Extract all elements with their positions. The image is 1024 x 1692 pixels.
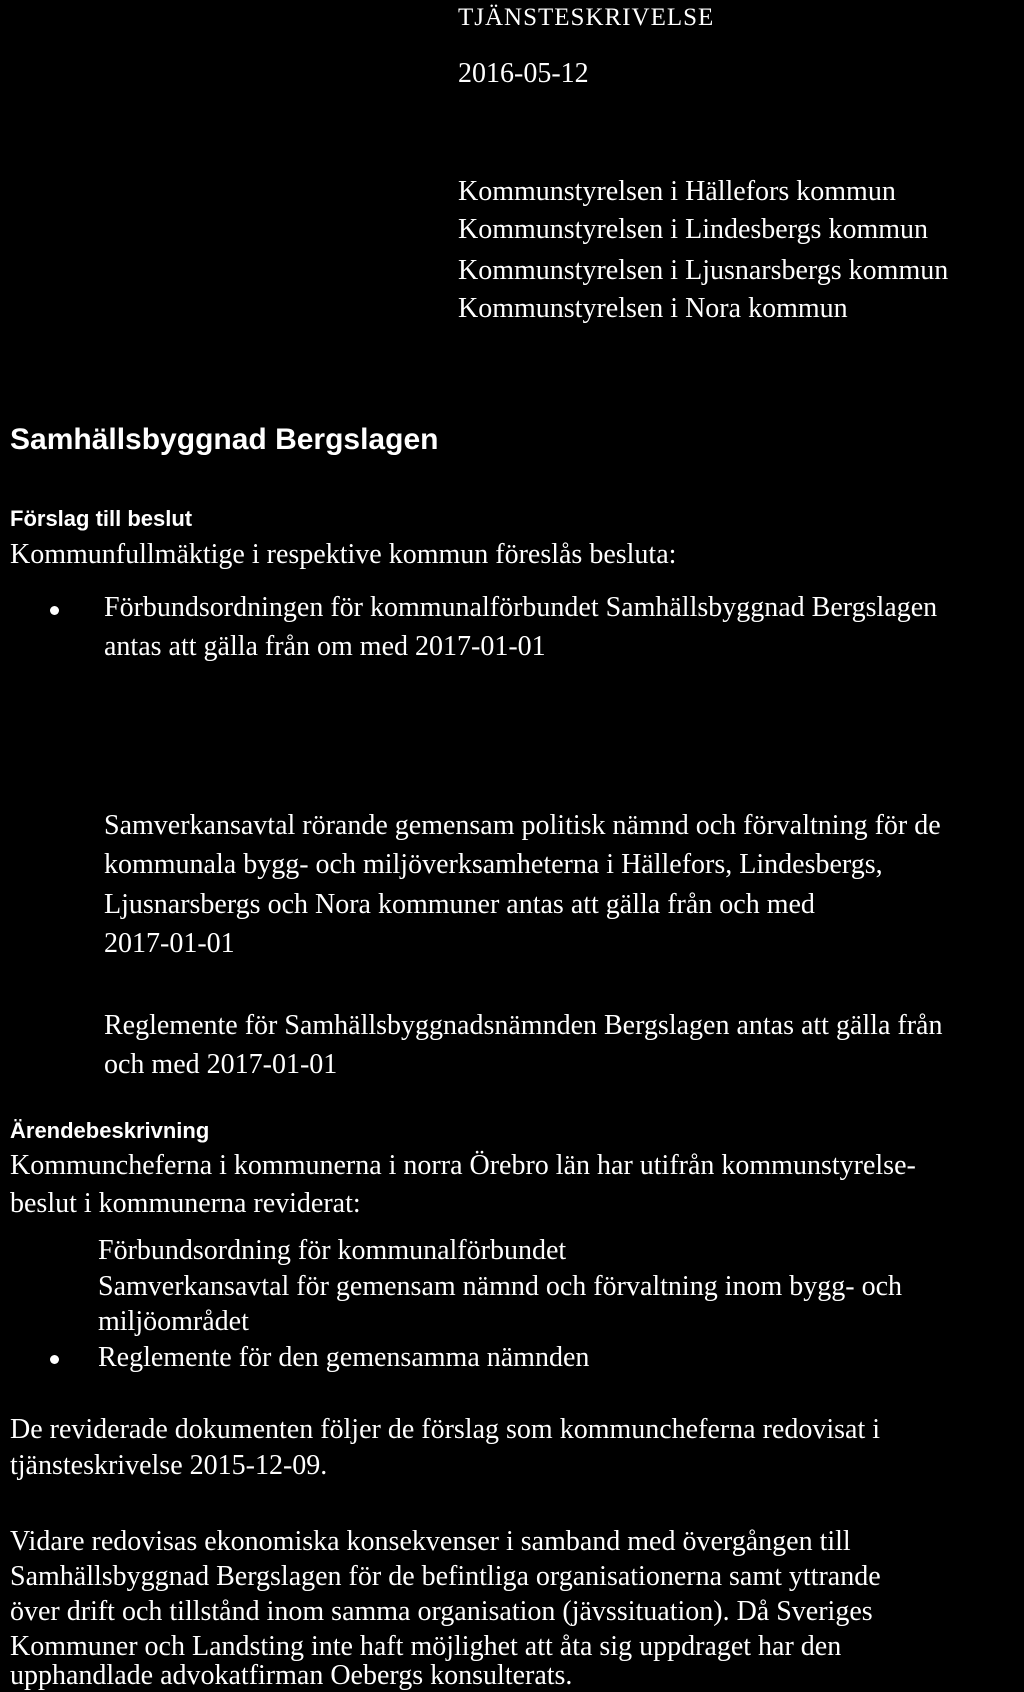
recipient-line: Kommunstyrelsen i Ljusnarsbergs kommun [458, 255, 949, 286]
recipient-line: Kommunstyrelsen i Nora kommun [458, 293, 848, 324]
document-date: 2016-05-12 [458, 58, 589, 89]
description-heading: Ärendebeskrivning [10, 1118, 210, 1143]
paragraph-line: över drift och tillstånd inom samma organisation (jävssituation). Då Sveriges [10, 1596, 873, 1627]
recipient-line: Kommunstyrelsen i Hällefors kommun [458, 176, 896, 207]
proposal-intro: Kommunfullmäktige i respektive kommun föreslås besluta: [10, 539, 677, 570]
list-item: Reglemente för den gemensamma nämnden [98, 1342, 590, 1373]
paragraph-line: tjänsteskrivelse 2015-12-09. [10, 1450, 328, 1481]
proposal-item-3-line: Reglemente för Samhällsbyggnadsnämnden Bergslagen antas att gälla från [104, 1010, 943, 1041]
bullet-icon [50, 606, 59, 615]
document-type: TJÄNSTESKRIVELSE [458, 4, 715, 31]
paragraph-line: Vidare redovisas ekonomiska konsekvenser i samband med övergången till [10, 1526, 851, 1557]
proposal-item-1-line: antas att gälla från om med 2017-01-01 [104, 631, 546, 662]
description-intro-line: beslut i kommunerna reviderat: [10, 1188, 361, 1219]
proposal-item-1-line: Förbundsordningen för kommunalförbundet Samhällsbyggnad Bergslagen [104, 592, 938, 623]
proposal-item-3-line: och med 2017-01-01 [104, 1049, 338, 1080]
proposal-item-2-line: Samverkansavtal rörande gemensam politisk nämnd och förvaltning för de [104, 810, 941, 841]
paragraph-line: upphandlade advokatfirman Oebergs konsulterats. [10, 1660, 573, 1691]
page-title: Samhällsbyggnad Bergslagen [10, 423, 439, 456]
proposal-heading: Förslag till beslut [10, 506, 193, 531]
proposal-item-2-line: kommunala bygg- och miljöverksamheterna i Hällefors, Lindesbergs, [104, 849, 883, 880]
paragraph-line: Samhällsbyggnad Bergslagen för de befintliga organisationerna samt yttrande [10, 1561, 881, 1592]
description-intro-line: Kommuncheferna i kommunerna i norra Örebro län har utifrån kommunstyrelse- [10, 1150, 916, 1181]
paragraph-line: Kommuner och Landsting inte haft möjlighet att åta sig uppdraget har den [10, 1631, 842, 1662]
recipient-line: Kommunstyrelsen i Lindesbergs kommun [458, 214, 928, 245]
paragraph-line: De reviderade dokumenten följer de förslag som kommuncheferna redovisat i [10, 1414, 881, 1445]
bullet-icon [50, 1355, 59, 1364]
proposal-item-2-line: Ljusnarsbergs och Nora kommuner antas att gälla från och med [104, 889, 815, 920]
list-item: Förbundsordning för kommunalförbundet [98, 1235, 567, 1266]
list-item: Samverkansavtal för gemensam nämnd och förvaltning inom bygg- och [98, 1271, 903, 1302]
list-item: miljöområdet [98, 1306, 249, 1337]
proposal-item-2-line: 2017-01-01 [104, 928, 235, 959]
